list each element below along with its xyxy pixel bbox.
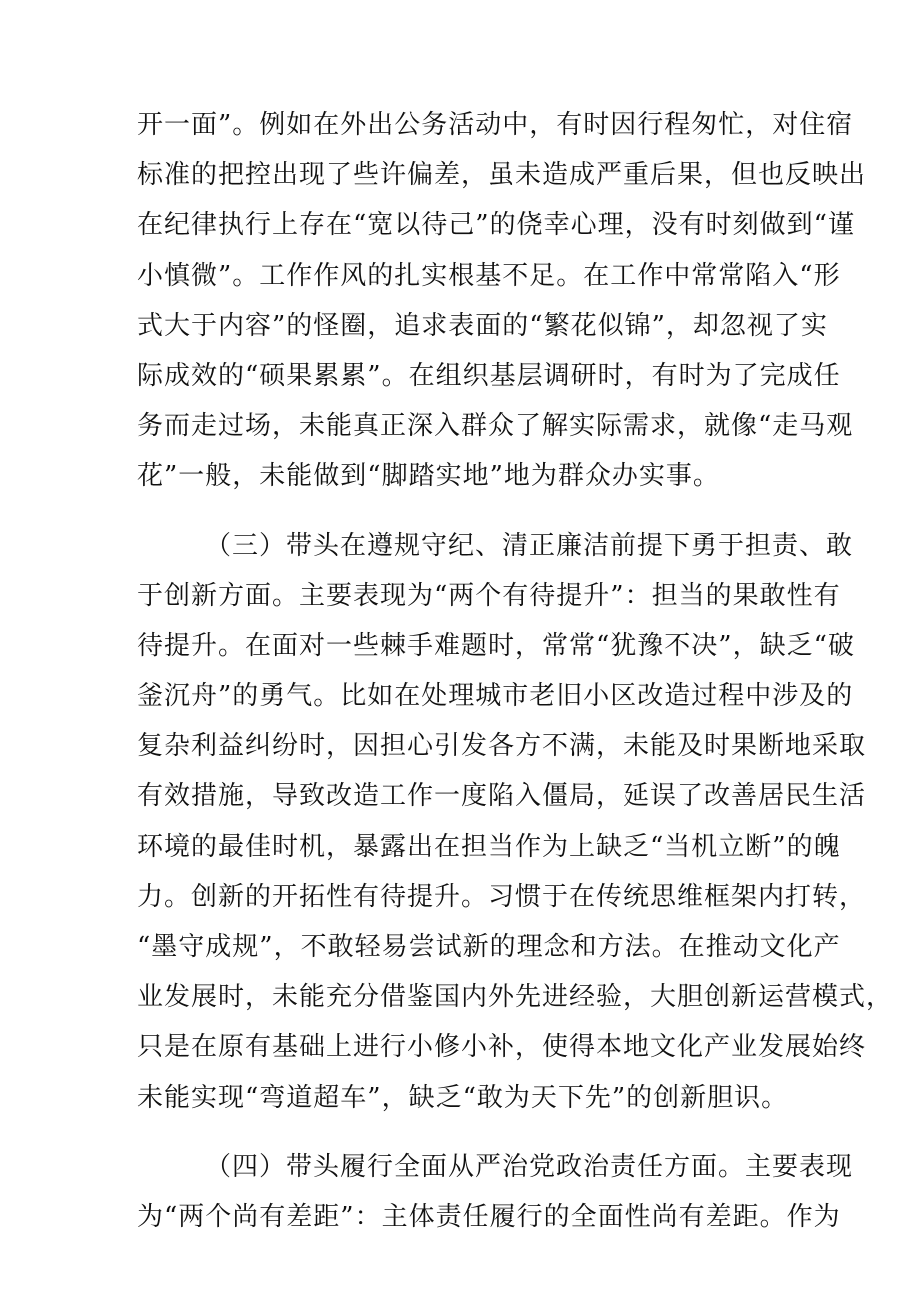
text-line: 环境的最佳时机，暴露出在担当作为上缺乏“当机立断”的魄	[137, 831, 841, 862]
paragraph-spacer	[137, 1123, 793, 1142]
text-line: 于创新方面。主要表现为“两个有待提升”：担当的果敢性有	[137, 580, 841, 611]
paragraph-3	[137, 1142, 854, 1242]
text-line: 只是在原有基础上进行小修小补，使得本地文化产业发展始终	[137, 1032, 867, 1063]
text-line: 式大于内容”的怪圈，追求表面的“繁花似锦”，却忽视了实	[137, 310, 828, 341]
text-line: 花”一般，未能做到“脚踏实地”地为群众办实事。	[137, 461, 720, 492]
text-line: 复杂利益纠纷时，因担心引发各方不满，未能及时果断地采取	[137, 731, 867, 762]
text-line: 开一面”。例如在外出公务活动中，有时因行程匆忙，对住宿	[137, 110, 854, 140]
text-line: 为“两个尚有差距”：主体责任履行的全面性尚有差距。作为	[137, 1201, 841, 1232]
text-line: 业发展时，未能充分借鉴国内外先进经验，大胆创新运营模式，	[137, 982, 894, 1013]
body-text	[137, 100, 894, 1242]
text-line: 际成效的“硕果累累”。在组织基层调研时，有时为了完成任	[137, 360, 841, 391]
text-line: “墨守成规”，不敢轻易尝试新的理念和方法。在推动文化产	[137, 932, 841, 962]
text-line: 待提升。在面对一些棘手难题时，常常“犹豫不决”，缺乏“破	[137, 630, 855, 661]
text-line: 力。创新的开拓性有待提升。习惯于在传统思维框架内打转，	[137, 881, 867, 912]
text-line: 有效措施，导致改造工作一度陷入僵局，延误了改善居民生活	[137, 781, 867, 812]
text-line: 在纪律执行上存在“宽以待己”的侥幸心理，没有时刻做到“谨	[137, 210, 855, 241]
text-line: 标准的把控出现了些许偏差，虽未造成严重后果，但也反映出	[137, 160, 867, 191]
paragraph-2	[137, 521, 894, 1123]
text-line: 务而走过场，未能真正深入群众了解实际需求，就像“走马观	[137, 411, 854, 442]
text-line: 小慎微”。工作作风的扎实根基不足。在工作中常常陷入“形	[137, 260, 841, 291]
text-line: （四）带头履行全面从严治党政治责任方面。主要表现	[205, 1151, 854, 1182]
text-line: 未能实现“弯道超车”，缺乏“敢为天下先”的创新胆识。	[137, 1082, 789, 1113]
paragraph-spacer	[137, 502, 793, 521]
text-line: （三）带头在遵规守纪、清正廉洁前提下勇于担责、敢	[205, 530, 854, 561]
paragraph-1	[137, 100, 867, 502]
text-line: 釜沉舟”的勇气。比如在处理城市老旧小区改造过程中涉及的	[137, 681, 854, 712]
